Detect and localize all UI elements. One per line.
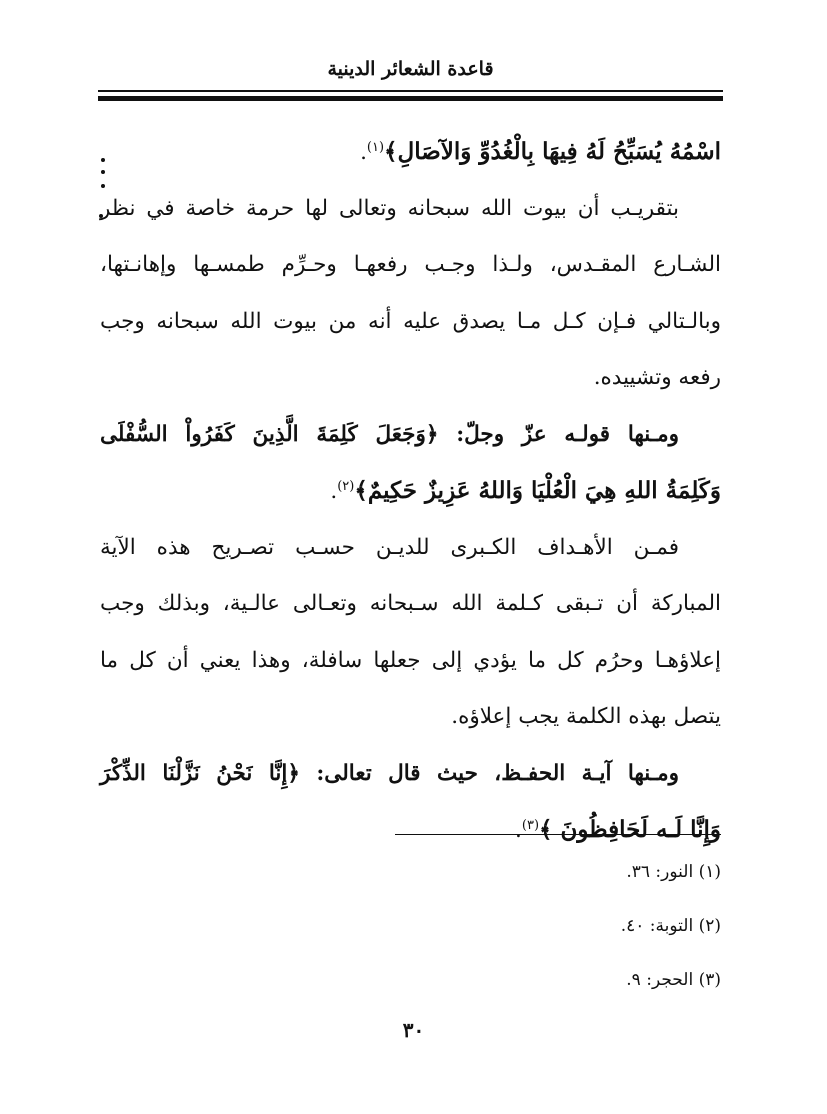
text-line-9: المباركة أن تـبقى كـلمة الله سـبحانه وتعـالى عالـية، وبذلك وجب (100, 591, 721, 616)
quran-intro-line: ومـنها قولـه عزّ وجلّ: ﴿وَجَعَلَ كَلِمَةَ الَّذِينَ كَفَرُواْ السُّفْلَى (100, 421, 679, 447)
text-line-12 (100, 746, 721, 803)
line-tail: . (515, 818, 522, 843)
footnote-separator (395, 834, 721, 835)
footnotes (421, 854, 721, 1016)
page-number: ٣٠ (402, 1018, 425, 1042)
text-line-11: يتصل بهذه الكلمة يجب إعلاؤه. (451, 704, 721, 729)
footnote-ref: (٣) (521, 817, 540, 833)
footnote-ref: (٢) (337, 478, 355, 494)
text-line-5: رفعه وتشييده. (593, 365, 721, 390)
text-line-10: إعلاؤهـا وحرُم كل ما يؤدي إلى جعلها سافلة، وهذا يعني أن كل ما (100, 647, 721, 673)
quran-verse: وَكَلِمَةُ اللهِ هِيَ الْعُلْيَا وَاللهُ عَزِيزٌ حَكِيمٌ﴾ (354, 477, 721, 504)
quran-verse: وَإِنَّا لَـه لَحَافِظُونَ ﴾ (539, 816, 721, 843)
footnote-3: (٣) الحجر: ٩. (626, 970, 721, 990)
text-line-13 (100, 802, 721, 859)
text-line-3: الشـارع المقـدس، ولـذا وجـب رفعهـا وحـرِّم طمسـها وإهانـتها، (100, 252, 721, 277)
text-line-7 (100, 463, 721, 520)
body-text (100, 124, 721, 859)
text-line-4: وبالـتالي فـإن كـل مـا يصدق عليه أنه من بيوت الله سبحانه وجب (100, 308, 721, 334)
header-rule-thin (98, 90, 723, 92)
footnote-1: (١) النور: ٣٦. (626, 862, 721, 882)
text-line-1 (100, 124, 721, 181)
running-head: قاعدة الشعائر الدينية (327, 58, 494, 80)
line-tail: . (360, 140, 367, 165)
text-line-2: بتقريـب أن بيوت الله سبحانه وتعالى لها حرمة خاصة في نظر (100, 195, 679, 221)
footnote-2: (٢) التوبة: ٤٠. (620, 916, 721, 936)
footnote-ref: (١) (366, 139, 385, 155)
header-rule-thick (98, 96, 723, 101)
text-line-6 (100, 407, 721, 464)
quran-verse: اسْمُهُ يُسَبِّحُ لَهُ فِيهَا بِالْغُدُوِّ وَالآصَالِ﴾ (384, 138, 721, 165)
line-tail: . (330, 479, 338, 504)
quran-intro-line: ومـنها آيـة الحفـظ، حيث قال تعالى: ﴿إِنَّا نَحْنُ نَزَّلْنَا الذِّكْرَ (100, 760, 679, 786)
text-line-8: فمـن الأهـداف الكـبرى للديـن حسـب تصـريح هذه الآية (100, 534, 679, 560)
